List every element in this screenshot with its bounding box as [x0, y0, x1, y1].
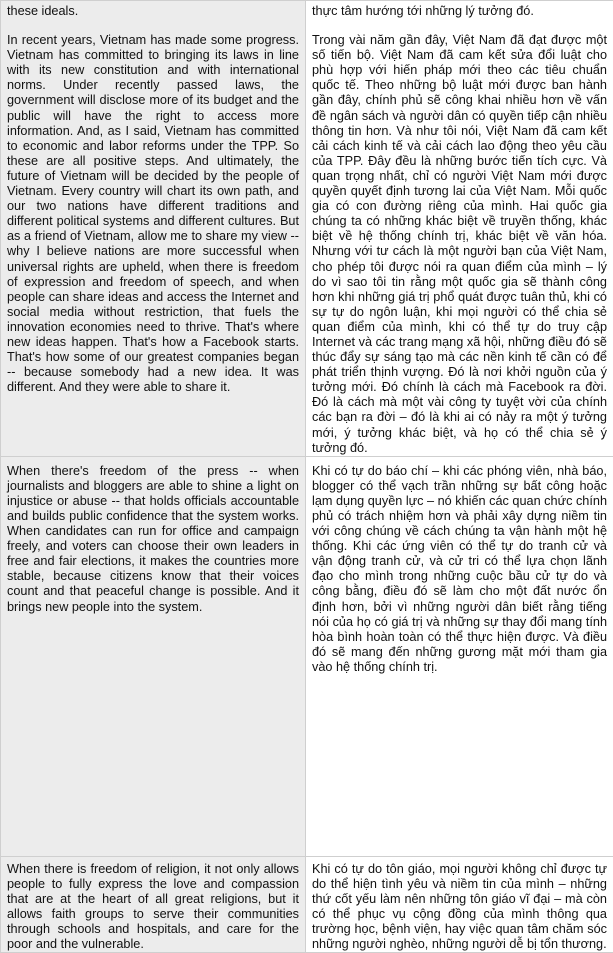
english-paragraph: When there's freedom of the press -- when journalists and bloggers are able to shine a light on injustice or abuse -- that holds officials accountable and builds public confidence that the system works. When candidates can run for office and campaign freely, and voters can choose their own leaders in free and fair elections, it makes the countries more stable, because citizens know that their voices count and that peaceful change is possible. And it brings new people into the system. — [7, 460, 299, 615]
table-row — [1, 456, 613, 856]
english-paragraph: When there is freedom of religion, it not only allows people to fully express the love and compassion that are at the heart of all great religions, but it allows faith groups to serve their communities through schools and hospitals, and care for the poor and the vulnerable. — [7, 860, 299, 953]
table-row — [1, 856, 613, 953]
table-row — [1, 1, 613, 457]
english-cell — [1, 856, 306, 953]
english-cell — [1, 1, 306, 457]
vietnamese-cell — [306, 856, 613, 953]
vietnamese-paragraph: thực tâm hướng tới những lý tưởng đó. — [312, 4, 607, 19]
vietnamese-cell — [306, 1, 613, 457]
english-paragraph: In recent years, Vietnam has made some progress. Vietnam has committed to bringing its laws in line with its new constitution and with international norms. Under recently passed laws, the government will disclose more of its budget and the public will have the right to access more information. And, as I said, Vietnam has committed to economic and labor reforms under the TPP. So these are all positive steps. And ultimately, the future of Vietnam will be decided by the people of Vietnam. Every country will chart its own path, and our two nations have different traditions and different political systems and different cultures. But as a friend of Vietnam, allow me to share my view -- why I believe nations are more successful when universal rights are upheld, when there is freedom of expression and freedom of speech, and when people can share ideas and access the Internet and social media without restriction, that fuels the innovation economies need to thrive. That's where new ideas happen. That's how a Facebook starts. That's how some of our greatest companies began -- because somebody had a new idea. It was different. And they were able to share it. — [7, 33, 299, 395]
vietnamese-paragraph: Khi có tự do tôn giáo, mọi người không chỉ được tự do thể hiện tình yêu và niềm tin của mình – những thứ cốt yếu làm nên những tôn giáo vĩ đại – mà còn có thể phục vụ cộng đồng của mình thông qua trường học, bệnh viện, hay việc quan tâm chăm sóc những người nghèo, những người dễ bị tổn thương. — [312, 860, 607, 953]
english-cell — [1, 456, 306, 856]
vietnamese-cell — [306, 456, 613, 856]
vietnamese-paragraph: Khi có tự do báo chí – khi các phóng viên, nhà báo, blogger có thể vạch trần những sự bất công hoặc lạm dụng quyền lực – nó khiến các quan chức chính phủ có trách nhiệm hơn và phải xây dựng niềm tin với công chúng về cách chúng ta vận hành một hệ thống. Khi các ứng viên có thể tự do tranh cử và vận động tranh cử, và cử tri có thể lựa chọn lãnh đạo cho mình trong những cuộc bầu cử tự do và công bằng, điều đó sẽ làm cho một đất nước ổn định hơn, bởi vì những người dân biết rằng tiếng nói của họ có giá trị và những sự thay đổi mang tính hòa bình hoàn toàn có thể thực hiện được. Và điều đó sẽ mang đến những gương mặt mới tham gia vào hệ thống chính trị. — [312, 460, 607, 675]
vietnamese-paragraph: Trong vài năm gần đây, Việt Nam đã đạt được một số tiến bộ. Việt Nam đã cam kết sửa đổi luật cho phù hợp với hiến pháp mới theo các tiêu chuẩn quốc tế. Theo những bộ luật mới được ban hành gần đây, chính phủ sẽ công khai nhiều hơn về vấn đề ngân sách và người dân có quyền tiếp cận nhiều thông tin hơn. Và như tôi nói, Việt Nam đã cam kết cải cách kinh tế và cải cách lao động theo yêu cầu của TPP. Đây đều là những bước tiến tích cực. Và quan trọng nhất, chỉ có người Việt Nam mới được quyền quyết định tương lai của Việt Nam. Mỗi quốc gia có con đường riêng của mình. Hai quốc gia chúng ta có những khác biệt về truyền thống, khác biệt về hệ thống chính trị, khác biệt về văn hóa. Nhưng với tư cách là một người bạn của Việt Nam, cho phép tôi được nói ra quan điểm của mình – lý do vì sao tôi tin rằng một quốc gia sẽ thành công hơn khi những giá trị phổ quát được tuân thủ, khi có sự tự do ngôn luận, khi mọi người có thể chia sẻ quan điểm của mình, khi có thể tự do truy cập Internet và các trang mạng xã hội, những điều đó sẽ thúc đẩy sự sáng tạo mà các nền kinh tế cần có để phát triển thịnh vượng. Đó là nơi khởi nguồn của ý tưởng mới. Đó chính là cách mà Facebook ra đời. Đó là cách mà một vài công ty tuyệt vời của chính các bạn ra đời – đó là khi ai có nảy ra một ý tưởng mới, ý tưởng khác biệt, và họ có thể chia sẻ ý tưởng đó. — [312, 33, 607, 456]
english-paragraph: these ideals. — [7, 4, 299, 19]
